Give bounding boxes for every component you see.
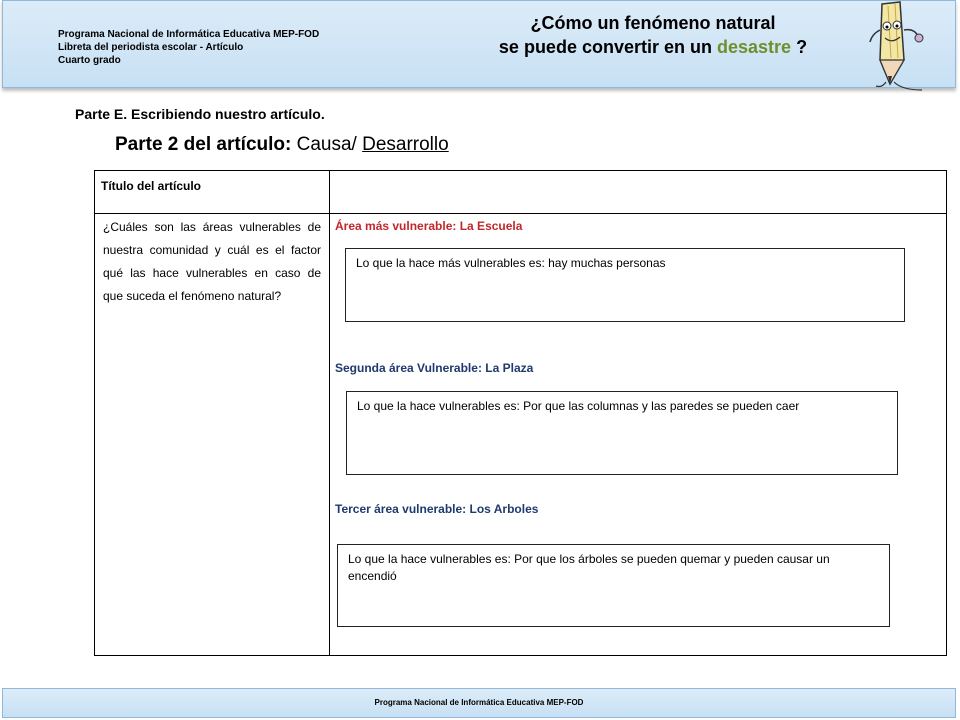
subsection-development: Desarrollo [362, 134, 449, 155]
page-title [403, 11, 903, 59]
area-2-answer-box[interactable]: Lo que la hace vulnerables es: Por que las columnas y las paredes se pueden caer [346, 391, 898, 475]
footer-banner [2, 688, 956, 718]
section-heading: Parte E. Escribiendo nuestro artículo. [75, 106, 325, 122]
area-2-heading: Segunda área Vulnerable: La Plaza [335, 361, 534, 375]
footer-text: Programa Nacional de Informática Educativa MEP-FOD [374, 698, 584, 707]
area-1-answer-box[interactable]: Lo que la hace más vulnerables es: hay muchas personas [345, 248, 905, 322]
title-accent-word: desastre [717, 37, 792, 57]
title-line-1: ¿Cómo un fenómeno natural [530, 13, 776, 33]
column-divider [329, 171, 330, 655]
vulnerability-question: ¿Cuáles son las áreas vulnerables de nuestra comunidad y cuál es el factor qué las hace vulnerables en caso de que suceda el fenómeno natural? [103, 220, 321, 303]
title-prefix: se puede convertir en un [498, 37, 712, 57]
pencil-character-icon [860, 0, 930, 92]
area-3-answer-box[interactable]: Lo que la hace vulnerables es: Por que los árboles se pueden quemar y pueden causar un encendió [337, 544, 890, 627]
area-3-heading: Tercer área vulnerable: Los Arboles [335, 502, 539, 516]
article-title-label: Título del artículo [101, 179, 202, 193]
subsection-heading [115, 134, 449, 156]
title-suffix: ? [791, 37, 808, 57]
header-banner [2, 0, 956, 88]
subsection-cause: Causa/ [291, 134, 363, 155]
notebook-name: Libreta del periodista escolar - Artículo [58, 42, 244, 53]
program-name: Programa Nacional de Informática Educativa MEP-FOD [58, 29, 320, 40]
article-title-field[interactable] [335, 179, 935, 203]
row-divider [95, 213, 946, 214]
grade-label: Cuarto grado [58, 55, 121, 66]
header-info [58, 28, 319, 67]
article-table [94, 170, 947, 656]
area-1-heading: Área más vulnerable: La Escuela [335, 219, 523, 233]
subsection-bold: Parte 2 del artículo: [115, 134, 292, 155]
title-line-2 [403, 35, 903, 59]
